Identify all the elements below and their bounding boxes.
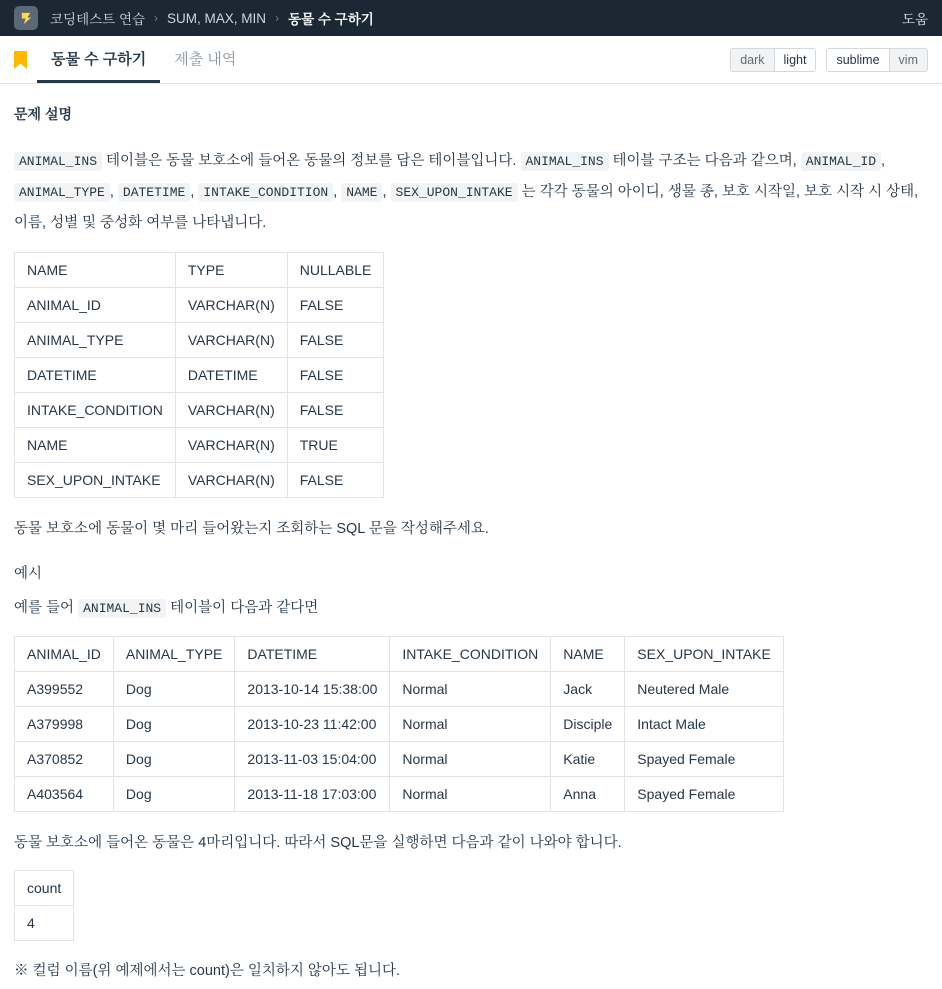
cell: Jack [551, 672, 625, 707]
cell: A379998 [15, 707, 114, 742]
cell: A403564 [15, 777, 114, 812]
cell: FALSE [287, 288, 384, 323]
table-row [15, 742, 784, 777]
cell: 4 [15, 906, 74, 941]
cell: Dog [113, 707, 234, 742]
problem-description-panel [0, 84, 942, 980]
keymap-option-sublime[interactable]: sublime [827, 49, 889, 71]
tab-submissions[interactable] [160, 36, 250, 83]
column-token-animal-type: ANIMAL_TYPE [14, 183, 110, 202]
cell: FALSE [287, 323, 384, 358]
result-header-count: count [15, 871, 74, 906]
table-row [15, 358, 384, 393]
table-row [15, 672, 784, 707]
help-link[interactable]: 도움 [901, 12, 928, 27]
table-header-row [15, 871, 74, 906]
description-text-1: 테이블은 동물 보호소에 들어온 동물의 정보를 담은 테이블입니다. [106, 153, 517, 169]
cell: Katie [551, 742, 625, 777]
table-row [15, 906, 74, 941]
top-navigation-right [902, 8, 928, 28]
table-name-token: ANIMAL_INS [78, 599, 166, 618]
breadcrumb-separator-icon: › [154, 11, 159, 25]
breadcrumb-item-1[interactable]: SUM, MAX, MIN [167, 10, 267, 26]
page-title: 문제 설명 [14, 106, 72, 122]
cell: NAME [15, 428, 176, 463]
table-row [15, 463, 384, 498]
theme-option-dark[interactable]: dark [731, 49, 774, 71]
column-token-intake-condition: INTAKE_CONDITION [198, 183, 333, 202]
cell: VARCHAR(N) [175, 288, 287, 323]
breadcrumb-item-0[interactable]: 코딩테스트 연습 [50, 12, 146, 27]
table-name-token: ANIMAL_INS [521, 152, 609, 171]
footnote: ※ 컬럼 이름(위 예제에서는 count)은 일치하지 않아도 됩니다. [14, 963, 401, 979]
cell: Neutered Male [625, 672, 784, 707]
column-token-animal-id: ANIMAL_ID [801, 152, 881, 171]
cell: Spayed Female [625, 777, 784, 812]
result-intro: 동물 보호소에 들어온 동물은 4마리입니다. 따라서 SQL문을 실행하면 다음과 같이 나와야 합니다. [14, 835, 622, 851]
example-header-name: NAME [551, 637, 625, 672]
table-header-row [15, 253, 384, 288]
cell: Spayed Female [625, 742, 784, 777]
cell: 2013-11-03 15:04:00 [235, 742, 390, 777]
top-navigation-bar [0, 0, 942, 36]
table-row [15, 707, 784, 742]
cell: 2013-11-18 17:03:00 [235, 777, 390, 812]
example-data-table [14, 636, 784, 812]
schema-table [14, 252, 384, 498]
tab-submissions-label: 제출 내역 [174, 50, 237, 68]
table-row [15, 393, 384, 428]
cell: VARCHAR(N) [175, 463, 287, 498]
comma: , [109, 184, 114, 200]
cell: ANIMAL_ID [15, 288, 176, 323]
cell: Dog [113, 777, 234, 812]
cell: FALSE [287, 393, 384, 428]
cell: INTAKE_CONDITION [15, 393, 176, 428]
cell: Normal [390, 742, 551, 777]
keymap-toggle-group[interactable] [826, 48, 928, 72]
cell: FALSE [287, 463, 384, 498]
example-header-sex-upon-intake: SEX_UPON_INTAKE [625, 637, 784, 672]
table-row [15, 323, 384, 358]
problem-tab-bar [0, 36, 942, 84]
comma: , [382, 184, 387, 200]
cell: Normal [390, 672, 551, 707]
example-header-intake-condition: INTAKE_CONDITION [390, 637, 551, 672]
cell: A370852 [15, 742, 114, 777]
comma: , [333, 184, 338, 200]
column-token-name: NAME [341, 183, 382, 202]
cell: SEX_UPON_INTAKE [15, 463, 176, 498]
cell: Normal [390, 707, 551, 742]
column-token-datetime: DATETIME [118, 183, 190, 202]
cell: VARCHAR(N) [175, 323, 287, 358]
expected-result-table [14, 870, 74, 941]
cell: DATETIME [15, 358, 176, 393]
schema-header-type: TYPE [175, 253, 287, 288]
cell: VARCHAR(N) [175, 428, 287, 463]
example-header-datetime: DATETIME [235, 637, 390, 672]
table-header-row [15, 637, 784, 672]
cell: DATETIME [175, 358, 287, 393]
theme-option-light[interactable]: light [775, 49, 816, 71]
task-statement: 동물 보호소에 동물이 몇 마리 들어왔는지 조회하는 SQL 문을 작성해주세요. [14, 521, 489, 537]
table-row [15, 288, 384, 323]
description-text-3: 는 각각 동물의 아이디, 생물 종, 보호 시작일, 보호 시작 시 상태, 이름, 성별 및 중성화 여부를 나타냅니다. [14, 184, 919, 231]
cell: VARCHAR(N) [175, 393, 287, 428]
keymap-option-vim[interactable]: vim [890, 49, 927, 71]
programmers-logo-icon[interactable] [14, 6, 38, 30]
cell: ANIMAL_TYPE [15, 323, 176, 358]
table-name-token: ANIMAL_INS [14, 152, 102, 171]
tab-problem[interactable] [37, 36, 160, 83]
tab-list [37, 36, 250, 83]
example-header-animal-type: ANIMAL_TYPE [113, 637, 234, 672]
example-intro-post: 테이블이 다음과 같다면 [170, 600, 319, 616]
breadcrumb [50, 8, 374, 28]
cell: 2013-10-23 11:42:00 [235, 707, 390, 742]
comma: , [190, 184, 195, 200]
editor-settings-group [730, 36, 928, 83]
breadcrumb-item-2[interactable]: 동물 수 구하기 [288, 12, 374, 27]
schema-header-name: NAME [15, 253, 176, 288]
column-token-sex-upon-intake: SEX_UPON_INTAKE [391, 183, 518, 202]
table-row [15, 428, 384, 463]
bookmark-icon[interactable] [14, 36, 37, 83]
cell: Intact Male [625, 707, 784, 742]
schema-header-nullable: NULLABLE [287, 253, 384, 288]
cell: TRUE [287, 428, 384, 463]
example-intro [14, 595, 928, 622]
example-heading: 예시 [14, 566, 43, 582]
cell: FALSE [287, 358, 384, 393]
comma: , [881, 153, 886, 169]
cell: Dog [113, 672, 234, 707]
theme-toggle-group[interactable] [730, 48, 816, 72]
description-text-2: 테이블 구조는 다음과 같으며, [612, 153, 797, 169]
breadcrumb-separator-icon: › [275, 11, 280, 25]
table-row [15, 777, 784, 812]
cell: Normal [390, 777, 551, 812]
cell: Disciple [551, 707, 625, 742]
tab-problem-label: 동물 수 구하기 [51, 50, 147, 68]
example-header-animal-id: ANIMAL_ID [15, 637, 114, 672]
example-intro-pre: 예를 들어 [14, 600, 75, 616]
cell: 2013-10-14 15:38:00 [235, 672, 390, 707]
problem-description-paragraph [14, 146, 928, 238]
cell: Dog [113, 742, 234, 777]
cell: A399552 [15, 672, 114, 707]
cell: Anna [551, 777, 625, 812]
